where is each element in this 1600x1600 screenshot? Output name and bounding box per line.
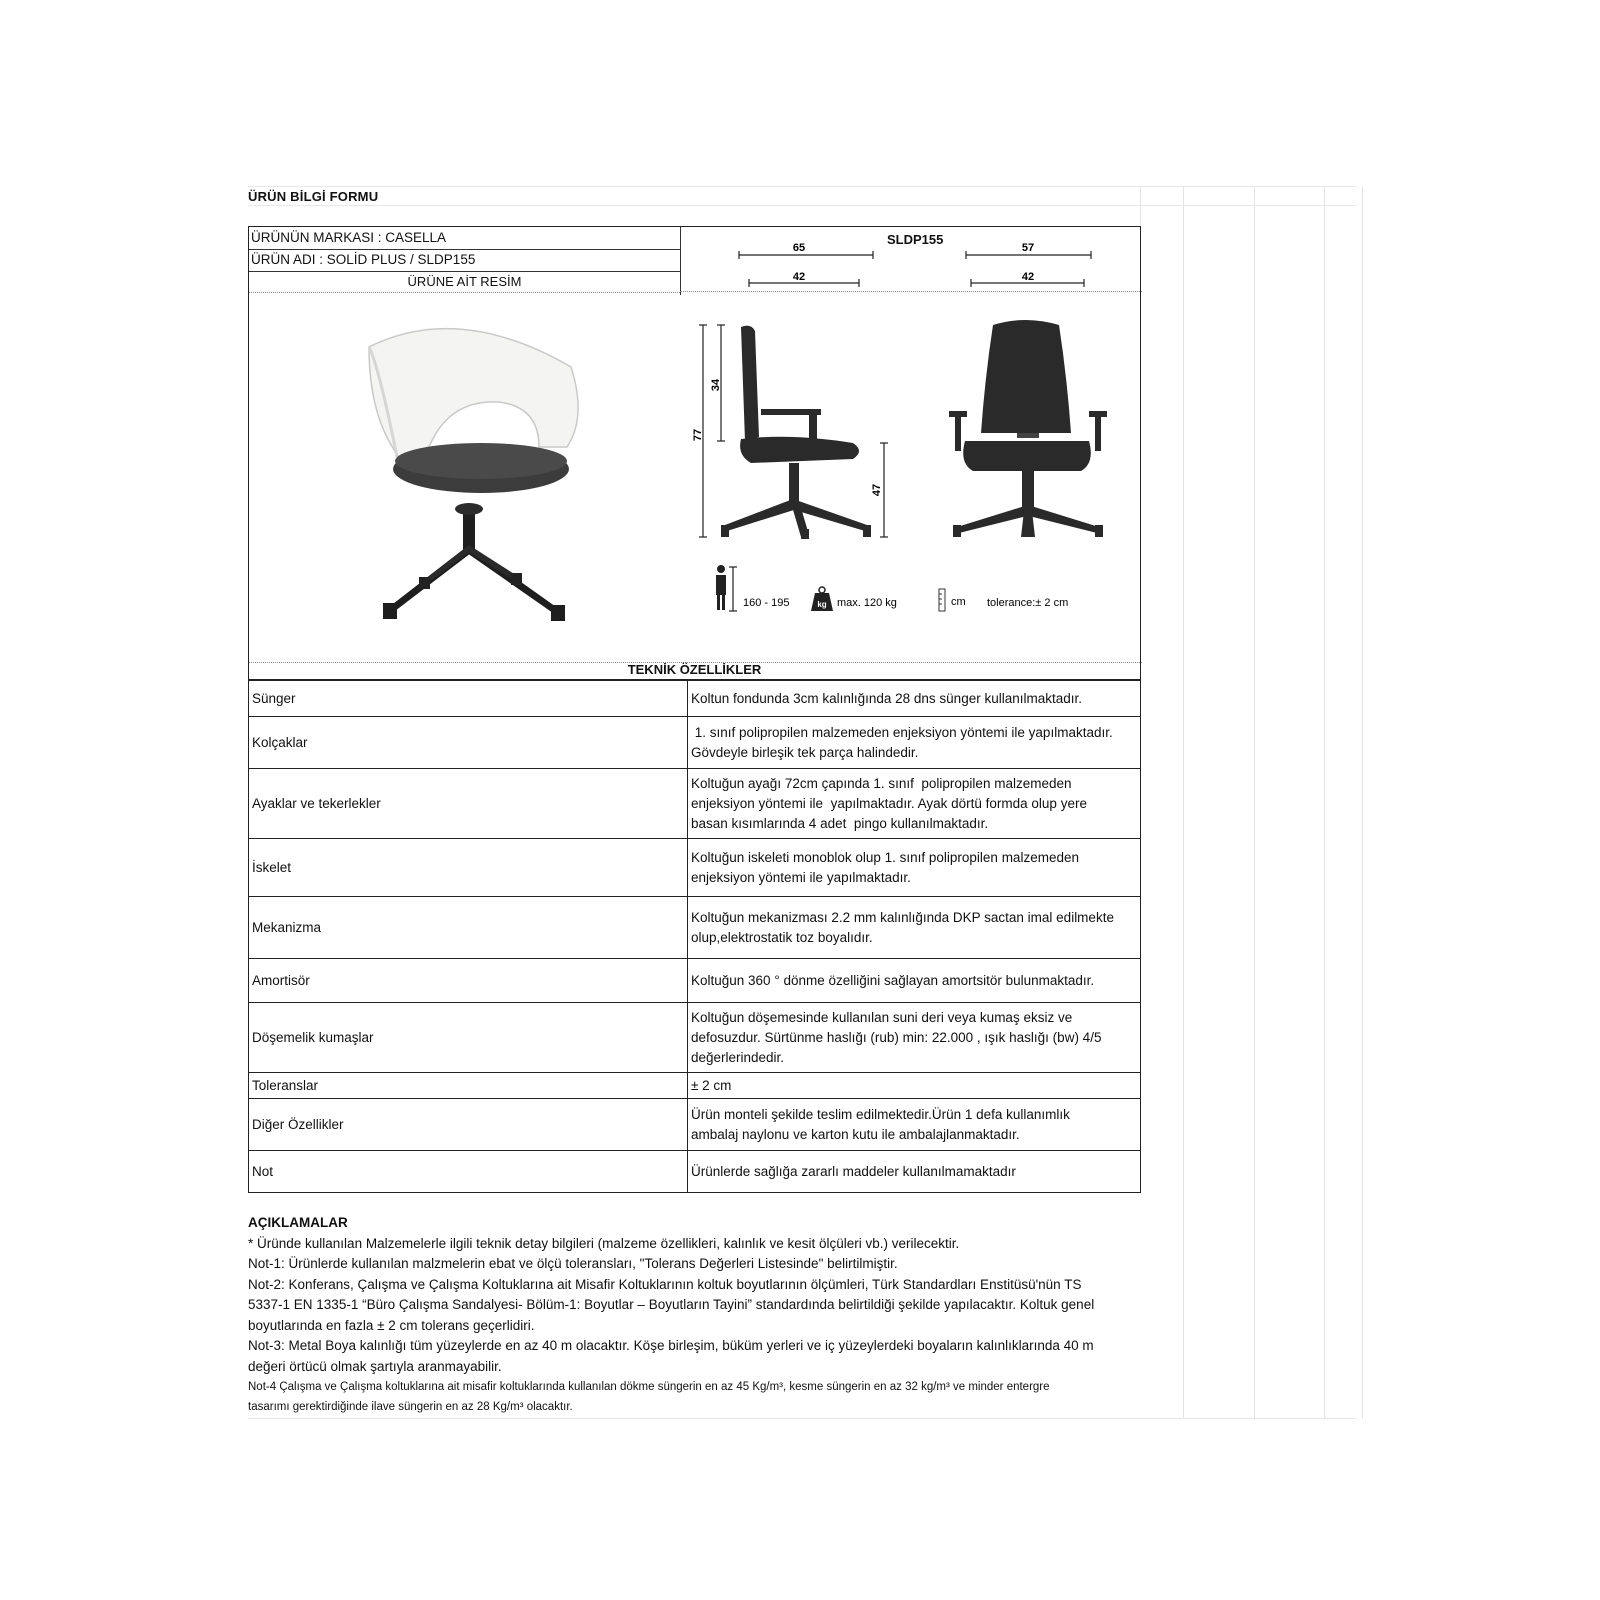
- front-seat-width: 42: [1021, 271, 1035, 283]
- product-image-label: ÜRÜNE AİT RESİM: [407, 274, 522, 289]
- header-row-dotted-line: [249, 292, 680, 293]
- grid-column-line: [1254, 186, 1255, 1418]
- spec-value-line: Ürünlerde sağlığa zararlı maddeler kullanılmamaktadır: [691, 1163, 1016, 1179]
- spec-value: [688, 839, 1141, 897]
- backrest-height: 34: [710, 378, 722, 392]
- grid-row-line: [248, 205, 1356, 206]
- note-line: Not-3: Metal Boya kalınlığı tüm yüzeylerde en az 40 m olacaktır. Köşe birleşim, büküm yerleri ve iç yüzeylerdeki boyaların kalınlıklarında 40 m: [248, 1338, 1094, 1353]
- spec-value-line: basan kısımlarında 4 adet pingo kullanılmaktadır.: [691, 815, 989, 831]
- spec-value: [688, 1099, 1141, 1151]
- note-line: Not-2: Konferans, Çalışma ve Çalışma Koltuklarına ait Misafir Koltuklarının koltuk boyutlarının ölçümleri, Türk Standardları Enstitüsü'nün TS: [248, 1276, 1082, 1292]
- notes-section: [248, 1213, 1141, 1417]
- small-note-line: tasarımı gerektirdiğinde ilave süngerin en az 28 Kg/m³ olacaktır.: [248, 1401, 573, 1413]
- spec-label: Ayaklar ve tekerlekler: [249, 769, 688, 839]
- spec-label: Döşemelik kumaşlar: [249, 1003, 688, 1073]
- spec-label: Amortisör: [249, 959, 688, 1003]
- ruler-icon: [939, 589, 945, 611]
- notes-body: [248, 1234, 1141, 1418]
- spec-value-line: değerlerindedir.: [691, 1049, 785, 1065]
- spec-value-line: olup,elektrostatik toz boyalıdır.: [691, 929, 873, 945]
- note-line: değeri örtücü olmak şartıyla aranmayabilir.: [248, 1358, 502, 1374]
- spec-value-line: Koltuğun ayağı 72cm çapında 1. sınıf polipropilen malzemeden: [691, 775, 1072, 791]
- spec-row: [249, 717, 1141, 769]
- max-weight: max. 120 kg: [837, 597, 897, 609]
- spec-label: Not: [249, 1151, 688, 1193]
- model-code: SLDP155: [887, 232, 944, 247]
- spec-value-line: ± 2 cm: [691, 1077, 732, 1093]
- spec-value: [688, 959, 1141, 1003]
- small-note-line: Not-4 Çalışma ve Çalışma koltuklarına ait misafir koltuklarında kullanılan dökme süngerin en az 45 Kg/m³, kesme süngerin en az 32 kg/m³ ve minder entergre: [248, 1381, 1050, 1393]
- chair-product-image: [339, 307, 599, 647]
- spec-value: [688, 1151, 1141, 1193]
- note-line: boyutlarında en fazla ± 2 cm tolerans geçerlidiri.: [248, 1317, 535, 1333]
- spec-value: [688, 769, 1141, 839]
- spec-value: [688, 681, 1141, 717]
- spec-row: [249, 897, 1141, 959]
- spec-value: [688, 717, 1141, 769]
- specs-table: [248, 680, 1141, 1193]
- side-top-width: 65: [792, 242, 806, 254]
- spec-row: [249, 839, 1141, 897]
- note-line: * Üründe kullanılan Malzemelerle ilgili teknik detay bilgileri (malzeme özellikleri, kalınlık ve kesit ölçüleri vb.) verilecektir.: [248, 1235, 960, 1251]
- grid-column-line: [1362, 186, 1363, 1418]
- form-title: ÜRÜN BİLGİ FORMU: [248, 189, 379, 204]
- spec-row: [249, 681, 1141, 717]
- front-top-width: 57: [1021, 242, 1035, 254]
- spec-row: [249, 1099, 1141, 1151]
- spec-row: [249, 1151, 1141, 1193]
- tolerance-label: tolerance:± 2 cm: [987, 597, 1069, 609]
- note-line: 5337-1 EN 1335-1 “Büro Çalışma Sandalyesi- Bölüm-1: Boyutlar – Boyutların Tayini” standardında belirtildiği şekilde yapılacaktır. Koltuk genel: [248, 1297, 1095, 1312]
- spec-label: Kolçaklar: [249, 717, 688, 769]
- spec-label: Diğer Özellikler: [249, 1099, 688, 1151]
- brand-label: ÜRÜNÜN MARKASI : CASELLA: [251, 230, 447, 245]
- product-header-frame: [248, 226, 1141, 680]
- specs-table-body: [249, 681, 1141, 1193]
- unit-label: cm: [951, 596, 966, 608]
- seat-height: 47: [871, 483, 883, 497]
- spec-value-line: Koltun fondunda 3cm kalınlığında 28 dns sünger kullanılmaktadır.: [691, 690, 1082, 706]
- spec-value-line: enjeksiyon yöntemi ile yapılmaktadır.: [691, 869, 911, 885]
- chair-shell: [369, 329, 578, 457]
- spec-row: [249, 1073, 1141, 1099]
- spec-label: Sünger: [249, 681, 688, 717]
- grid-column-line: [1324, 186, 1325, 1418]
- spec-value-line: Koltuğun iskeleti monoblok olup 1. sınıf polipropilen malzemeden: [691, 849, 1079, 865]
- spec-value-line: Ürün monteli şekilde teslim edilmektedir.Ürün 1 defa kullanımlık: [691, 1106, 1070, 1122]
- grid-row-line: [248, 1418, 1356, 1419]
- grid-column-line: [1140, 186, 1141, 226]
- spec-row: [249, 769, 1141, 839]
- front-view-chair: [949, 320, 1107, 537]
- dimension-diagram: [681, 227, 1141, 661]
- person-height-icon: [716, 565, 737, 611]
- grid-column-line: [1183, 186, 1184, 1418]
- spec-label: İskelet: [249, 839, 688, 897]
- product-name-label: ÜRÜN ADI : SOLİD PLUS / SLDP155: [251, 252, 476, 267]
- spec-value: [688, 1073, 1141, 1099]
- spec-label: Mekanizma: [249, 897, 688, 959]
- notes-heading: AÇIKLAMALAR: [248, 1215, 348, 1230]
- spec-value-line: Koltuğun döşemesinde kullanılan suni deri veya kumaş eksiz ve: [691, 1009, 1073, 1025]
- product-info-sheet: [248, 186, 1356, 1418]
- header-row-line: [249, 249, 680, 250]
- spec-value-line: Koltuğun 360 ° dönme özelliğini sağlayan amortsitör bulunmaktadır.: [691, 972, 1095, 988]
- spec-label: Toleranslar: [249, 1073, 688, 1099]
- spec-row: [249, 959, 1141, 1003]
- spec-row: [249, 1003, 1141, 1073]
- spec-value-line: ambalaj naylonu ve karton kutu ile ambalajlanmaktadır.: [691, 1126, 1020, 1142]
- spec-value-line: Koltuğun mekanizması 2.2 mm kalınlığında DKP sactan imal edilmekte: [691, 909, 1114, 925]
- spec-value-line: 1. sınıf polipropilen malzemeden enjeksiyon yöntemi ile yapılmaktadır.: [691, 724, 1113, 740]
- side-seat-width: 42: [792, 271, 806, 283]
- total-height: 77: [692, 428, 704, 442]
- spec-value-line: Gövdeyle birleşik tek parça halindedir.: [691, 744, 919, 760]
- spec-value: [688, 897, 1141, 959]
- header-row-line: [249, 271, 680, 272]
- spec-value-line: defosuzdur. Sürtünme haslığı (rub) min: 22.000 , ışık haslığı (bw) 4/5: [691, 1029, 1102, 1045]
- spec-value: [688, 1003, 1141, 1073]
- specs-heading: TEKNİK ÖZELLİKLER: [627, 662, 762, 677]
- user-height-range: 160 - 195: [743, 597, 790, 609]
- weight-icon-label: kg: [817, 600, 827, 609]
- chair-base: [383, 503, 565, 621]
- grid-row-line: [248, 186, 1356, 187]
- spec-value-line: enjeksiyon yöntemi ile yapılmaktadır. Ayak dörtü formda olup yere: [691, 795, 1087, 811]
- note-line: Not-1: Ürünlerde kullanılan malzmelerin ebat ve ölçü toleransları, "Tolerans Değerleri Listesinde" belirtilmiştir.: [248, 1256, 898, 1271]
- side-view-chair: [721, 326, 871, 539]
